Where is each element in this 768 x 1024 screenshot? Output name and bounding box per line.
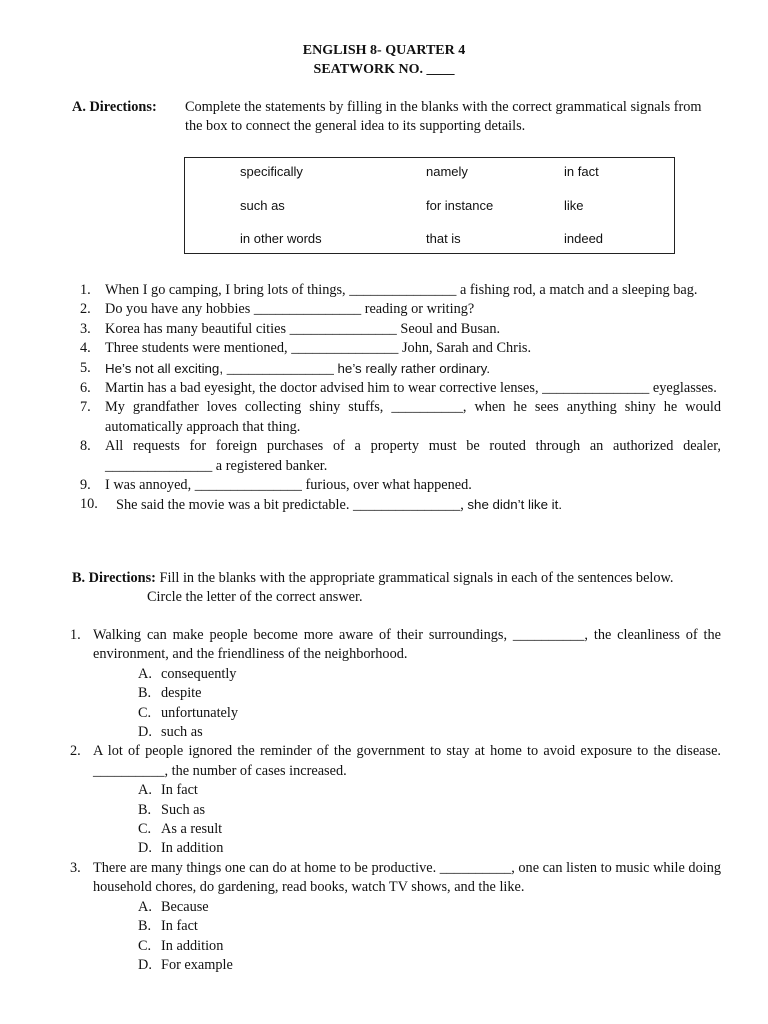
question <box>0 742 768 781</box>
item-number: 2. <box>80 301 91 318</box>
question <box>0 859 768 898</box>
option-text: unfortunately <box>161 704 239 721</box>
worksheet-title: ENGLISH 8- QUARTER 4 <box>302 43 466 58</box>
option-letter: D. <box>138 724 152 741</box>
option-text: In fact <box>161 782 198 799</box>
item-text: She said the movie was a bit predictable. _______________, <box>116 497 468 514</box>
item-number: 5. <box>80 359 91 376</box>
word-box-item: such as <box>240 198 285 213</box>
section-a-directions: Complete the statements by filling in the blanks with the correct grammatical signals from the box to connect the general idea to its supporting details. <box>185 99 702 135</box>
section-b-label: B. Directions: <box>72 570 156 586</box>
option-text: As a result <box>161 821 223 838</box>
option-text: such as <box>161 724 203 741</box>
answer-option[interactable] <box>0 839 768 858</box>
answer-option[interactable] <box>0 723 768 742</box>
option-letter: B. <box>138 801 152 818</box>
item-text: Do you have any hobbies _______________ reading or writing? <box>105 301 475 318</box>
question-number: 3. <box>70 859 81 876</box>
item-text: Three students were mentioned, _______________ John, Sarah and Chris. <box>105 340 532 357</box>
section-b-text: Circle the letter of the correct answer. <box>147 589 363 606</box>
question-number: 2. <box>70 743 81 760</box>
answer-option[interactable] <box>0 917 768 936</box>
list-item <box>0 495 768 515</box>
item-text: she didn’t like it. <box>467 497 563 513</box>
question-text: There are many things one can do at home to be productive. __________, one can listen to music while doing household chores, do gardening, read books, watch TV shows, and the like. <box>93 859 721 896</box>
option-letter: A. <box>138 782 152 799</box>
section-a-label: A. Directions: <box>72 99 157 115</box>
section-b-questions <box>0 626 768 975</box>
question <box>0 626 768 665</box>
item-blank: _______________ <box>226 360 338 377</box>
answer-option[interactable] <box>0 684 768 703</box>
list-item <box>0 359 768 379</box>
word-box-item: namely <box>426 164 468 179</box>
item-text: he’s really rather ordinary. <box>337 360 491 376</box>
word-box-item: in other words <box>240 231 322 246</box>
option-letter: A. <box>138 898 152 915</box>
item-number: 8. <box>80 438 91 455</box>
item-number: 10. <box>80 496 98 513</box>
answer-option[interactable] <box>0 898 768 917</box>
word-box-item: like <box>564 198 584 213</box>
option-text: In fact <box>161 918 198 935</box>
option-letter: D. <box>138 840 152 857</box>
list-item <box>0 379 768 398</box>
section-b-directions <box>72 569 732 608</box>
item-number: 6. <box>80 380 91 397</box>
word-box-item: indeed <box>564 231 604 246</box>
seatwork-number: SEATWORK NO. ____ <box>313 62 455 77</box>
item-number: 9. <box>80 477 91 494</box>
section-a-items <box>0 281 768 516</box>
question-text: Walking can make people become more aware of their surroundings, __________, the cleanliness of the environment, and the friendliness of the neighborhood. <box>93 627 721 663</box>
answer-option[interactable] <box>0 704 768 723</box>
word-box-item: for instance <box>426 198 494 213</box>
item-number: 4. <box>80 340 91 357</box>
item-number: 1. <box>80 282 91 298</box>
list-item <box>0 320 768 339</box>
answer-option[interactable] <box>0 665 768 684</box>
option-text: consequently <box>161 665 237 682</box>
option-text: In addition <box>161 937 224 954</box>
option-text: Because <box>161 898 209 915</box>
list-item <box>0 339 768 358</box>
list-item <box>0 398 768 437</box>
word-box-item: in fact <box>564 164 599 179</box>
item-number: 7. <box>80 399 91 416</box>
option-letter: C. <box>138 704 152 721</box>
question-number: 1. <box>70 627 81 643</box>
item-text: My grandfather loves collecting shiny stuffs, __________, when he sees anything shiny he would automatically approach that thing. <box>105 399 721 435</box>
item-text: I was annoyed, _______________ furious, over what happened. <box>105 477 472 494</box>
item-text: He’s not all exciting, <box>105 360 227 376</box>
item-text: All requests for foreign purchases of a property must be routed through an authorized dealer, _______________ a registered banker. <box>105 438 721 474</box>
answer-option[interactable] <box>0 937 768 956</box>
option-text: despite <box>161 685 202 702</box>
answer-option[interactable] <box>0 781 768 800</box>
answer-option[interactable] <box>0 820 768 839</box>
item-text: When I go camping, I bring lots of things, _______________ a fishing rod, a match and a sleeping bag. <box>105 282 698 298</box>
word-box-item: specifically <box>240 164 303 179</box>
option-letter: B. <box>138 918 152 935</box>
option-letter: B. <box>138 685 152 702</box>
option-letter: C. <box>138 821 152 838</box>
list-item <box>0 476 768 495</box>
option-letter: A. <box>138 665 152 682</box>
word-box-item: that is <box>426 231 461 246</box>
section-b-text: Fill in the blanks with the appropriate grammatical signals in each of the sentences below. <box>155 570 674 586</box>
answer-option[interactable] <box>0 801 768 820</box>
item-number: 3. <box>80 320 91 337</box>
item-text: Martin has a bad eyesight, the doctor advised him to wear corrective lenses, _______________ eyeglasses. <box>105 380 717 397</box>
option-text: Such as <box>161 801 206 818</box>
option-text: In addition <box>161 840 224 857</box>
option-text: For example <box>161 956 233 973</box>
list-item <box>0 281 768 300</box>
word-box <box>184 157 675 254</box>
option-letter: D. <box>138 956 152 973</box>
question-text: A lot of people ignored the reminder of the government to stay at home to avoid exposure to the disease. __________, the number of cases increased. <box>93 743 721 779</box>
answer-option[interactable] <box>0 956 768 975</box>
option-letter: C. <box>138 937 152 954</box>
list-item <box>0 300 768 319</box>
list-item <box>0 437 768 476</box>
item-text: Korea has many beautiful cities _______________ Seoul and Busan. <box>105 320 501 337</box>
